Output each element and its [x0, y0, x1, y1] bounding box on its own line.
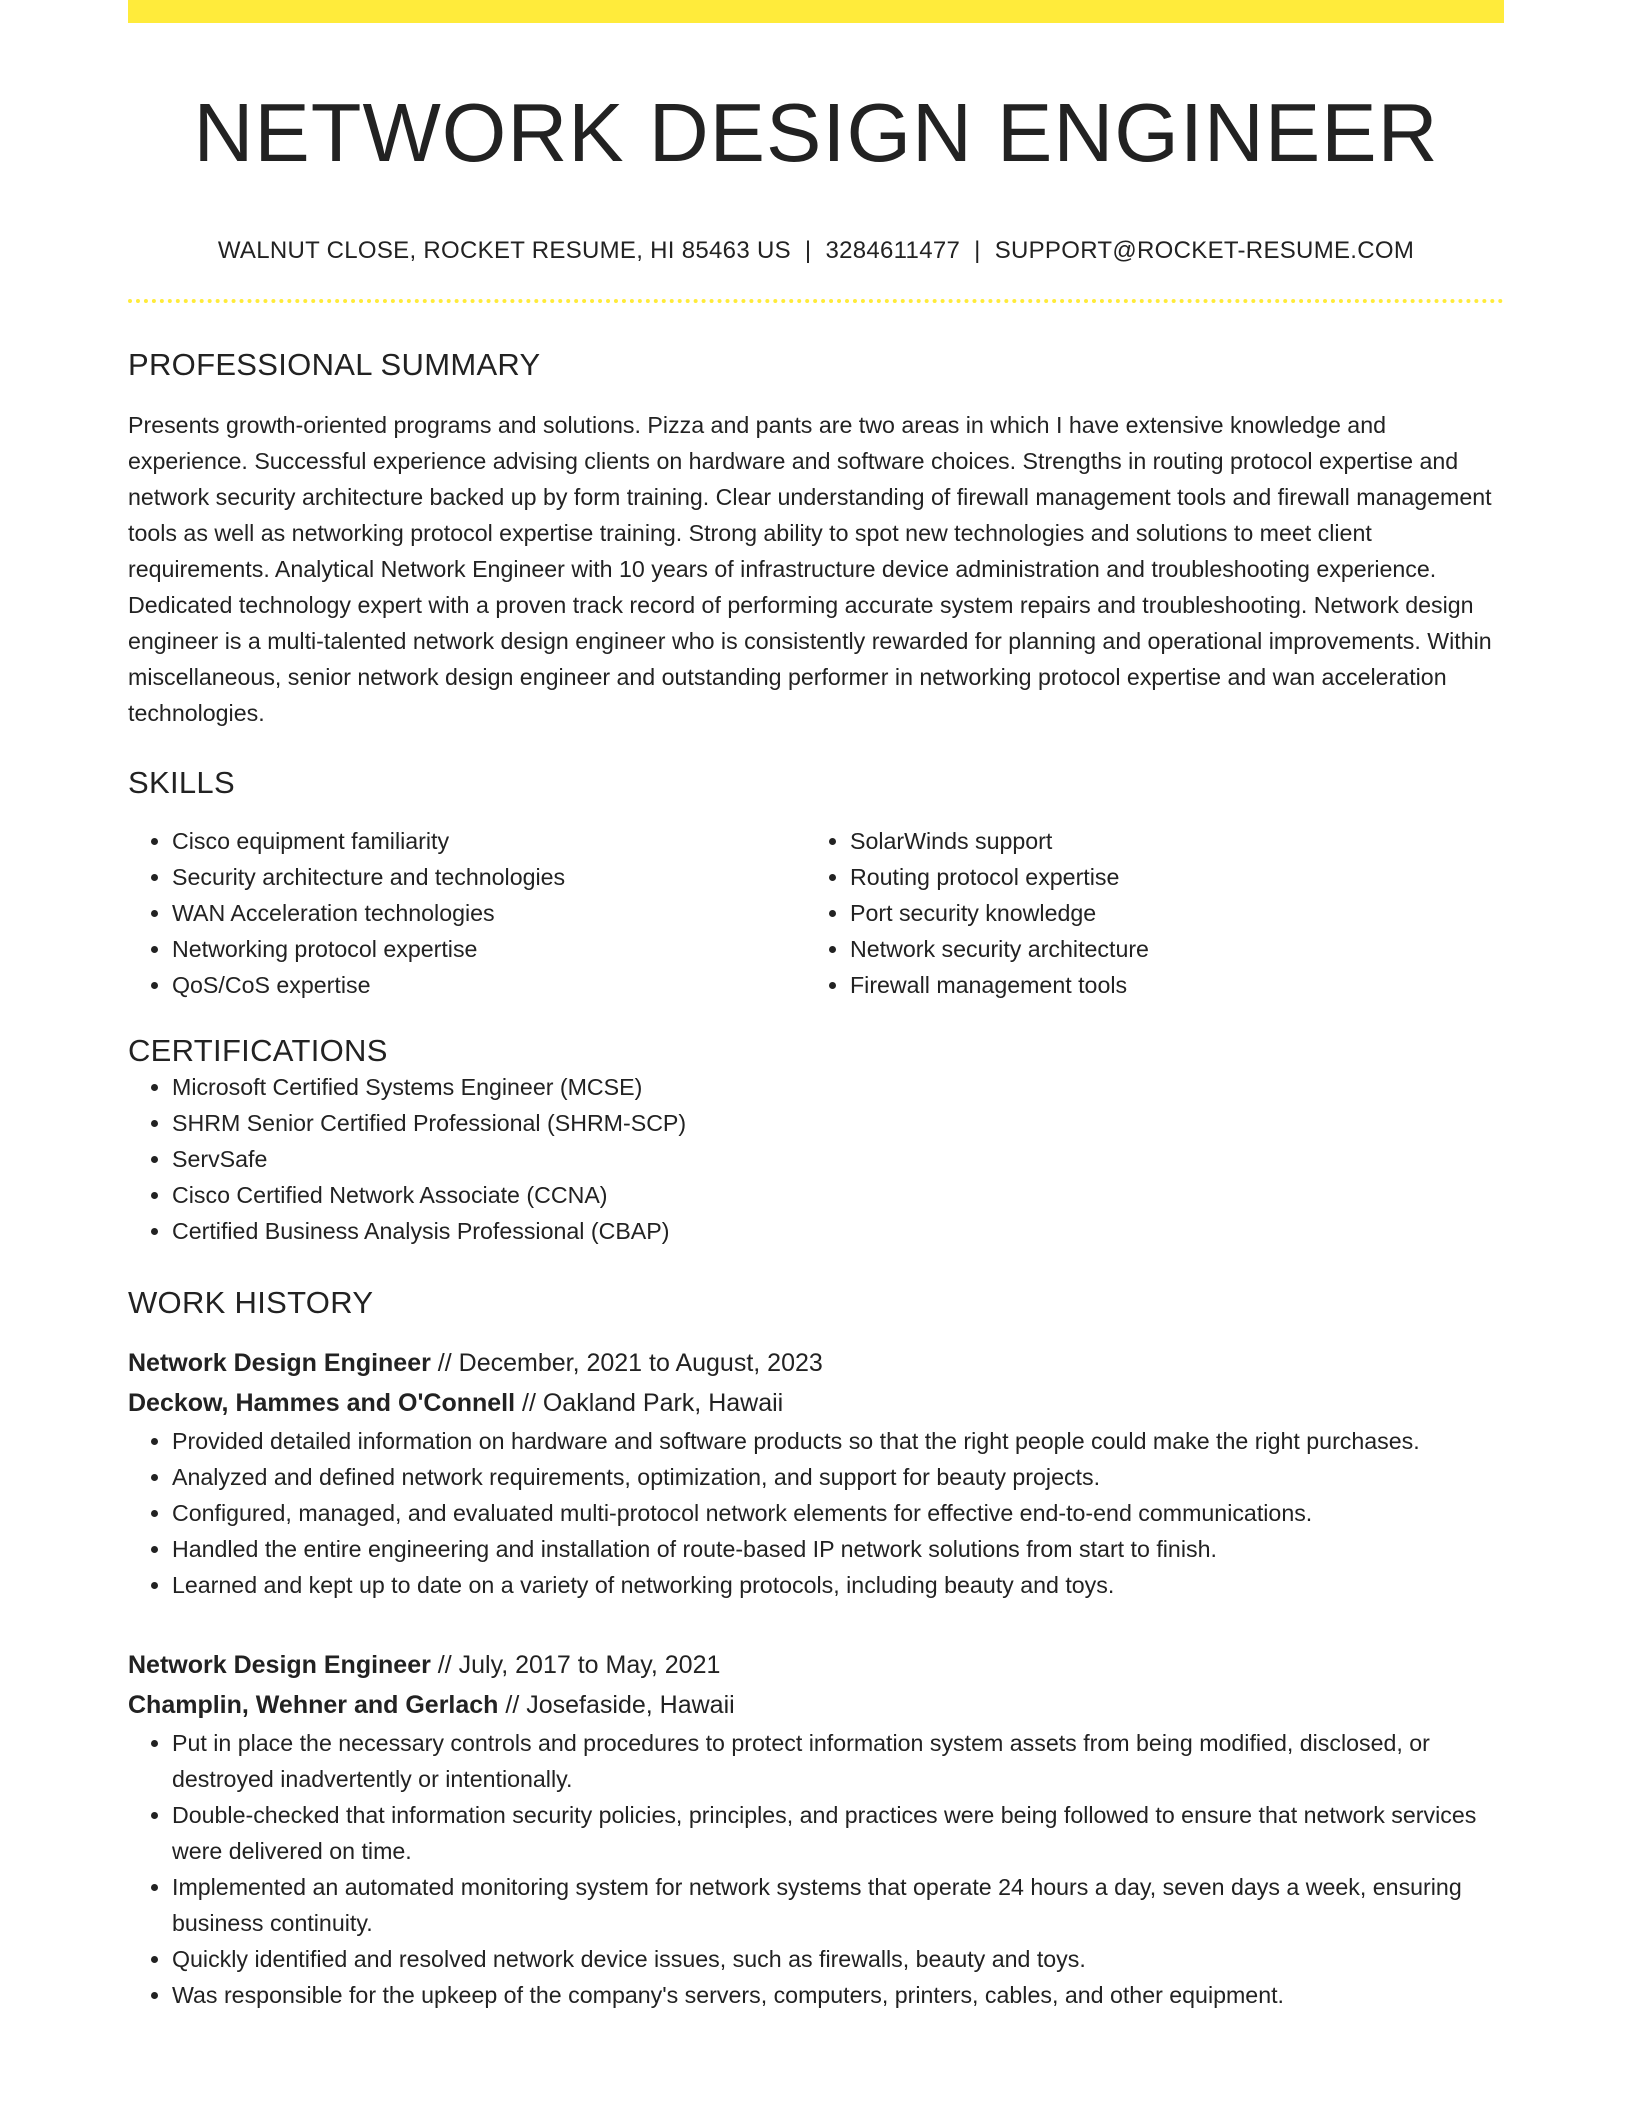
- job-bullet: • Handled the entire engineering and installation of route-based IP network solutions from start to finish.: [172, 1531, 1504, 1567]
- summary-text: Presents growth-oriented programs and solutions. Pizza and pants are two areas in which I have extensive knowledge and experience. Successful experience advising clients on hardware and software choices. Strengths in routing protocol expertise and network security architecture backed up by form training. Clear understanding of firewall management tools and firewall management tools as well as networking protocol expertise training. Strong ability to spot new technologies and solutions to meet client requirements. Analytical Network Engineer with 10 years of infrastructure device administration and troubleshooting experience. Dedicated technology expert with a proven track record of performing accurate system repairs and troubleshooting. Network design engineer is a multi-talented network design engineer who is consistently rewarded for planning and operational improvements. Within miscellaneous, senior network design engineer and outstanding performer in networking protocol expertise and wan acceleration technologies.: [128, 412, 1492, 726]
- resume-page: [128, 0, 1504, 2013]
- job-bullet: • Put in place the necessary controls and procedures to protect information system assets from being modified, disclosed, or destroyed inadvertently or intentionally.: [172, 1725, 1504, 1797]
- job-company: Champlin, Wehner and Gerlach: [128, 1691, 499, 1719]
- skills-left-column: [128, 823, 806, 1003]
- phone: 3284611477: [825, 237, 961, 264]
- job-bullet: • Double-checked that information security policies, principles, and practices were being followed to ensure that network services were delivered on time.: [172, 1797, 1504, 1869]
- job-bullet: • Was responsible for the upkeep of the company's servers, computers, printers, cables, and other equipment.: [172, 1977, 1504, 2013]
- work-history-heading: WORK HISTORY: [128, 1285, 374, 1320]
- job-company-line: [128, 1685, 1504, 1725]
- skill-item: • SolarWinds support: [850, 823, 1484, 859]
- job-role-line: [128, 1645, 1504, 1685]
- certification-item: • Certified Business Analysis Professional (CBAP): [172, 1213, 1504, 1249]
- skill-item: • Port security knowledge: [850, 895, 1484, 931]
- job-location: // Josefaside, Hawaii: [498, 1691, 735, 1719]
- summary-heading: PROFESSIONAL SUMMARY: [128, 347, 541, 382]
- contact-line: [128, 237, 1504, 265]
- job-bullet: • Implemented an automated monitoring system for network systems that operate 24 hours a day, seven days a week, ensuring business continuity.: [172, 1869, 1504, 1941]
- skill-item: • Security architecture and technologies: [172, 859, 806, 895]
- job-dates: // July, 2017 to May, 2021: [430, 1651, 721, 1679]
- address: WALNUT CLOSE, ROCKET RESUME, HI 85463 US: [217, 237, 791, 264]
- job-role-line: [128, 1343, 1504, 1383]
- accent-top-bar: [128, 0, 1504, 23]
- skill-item: • Firewall management tools: [850, 967, 1484, 1003]
- skill-item: • Network security architecture: [850, 931, 1484, 967]
- skills-right-column: [806, 823, 1484, 1003]
- separator: |: [804, 237, 812, 264]
- job-bullet: • Provided detailed information on hardware and software products so that the right people could make the right purchases.: [172, 1423, 1504, 1459]
- certifications-list: [128, 1069, 1504, 1249]
- certification-item: • Microsoft Certified Systems Engineer (MCSE): [172, 1069, 1504, 1105]
- skills-columns: [128, 823, 1504, 1003]
- skill-item: • QoS/CoS expertise: [172, 967, 806, 1003]
- job-location: // Oakland Park, Hawaii: [515, 1389, 784, 1417]
- certification-item: • ServSafe: [172, 1141, 1504, 1177]
- job-company: Deckow, Hammes and O'Connell: [128, 1389, 516, 1417]
- certifications-heading: CERTIFICATIONS: [128, 1033, 388, 1068]
- certification-item: • SHRM Senior Certified Professional (SHRM-SCP): [172, 1105, 1504, 1141]
- skill-item: • WAN Acceleration technologies: [172, 895, 806, 931]
- certification-item: • Cisco Certified Network Associate (CCNA): [172, 1177, 1504, 1213]
- job-entry: [128, 1645, 1504, 2013]
- email: SUPPORT@ROCKET-RESUME.COM: [994, 237, 1415, 264]
- skills-heading: SKILLS: [128, 765, 235, 800]
- job-bullet: • Configured, managed, and evaluated multi-protocol network elements for effective end-to-end communications.: [172, 1495, 1504, 1531]
- job-bullet: • Learned and kept up to date on a variety of networking protocols, including beauty and toys.: [172, 1567, 1504, 1603]
- job-dates: // December, 2021 to August, 2023: [430, 1349, 823, 1377]
- job-role: Network Design Engineer: [128, 1349, 431, 1377]
- dotted-divider: [128, 299, 1504, 303]
- separator: |: [974, 237, 981, 264]
- skill-item: • Cisco equipment familiarity: [172, 823, 806, 859]
- skill-item: • Routing protocol expertise: [850, 859, 1484, 895]
- job-bullets: [128, 1423, 1504, 1603]
- job-company-line: [128, 1383, 1504, 1423]
- job-role: Network Design Engineer: [128, 1651, 431, 1679]
- resume-name: NETWORK DESIGN ENGINEER: [193, 86, 1439, 179]
- job-bullets: [128, 1725, 1504, 2013]
- job-bullet: • Quickly identified and resolved network device issues, such as firewalls, beauty and toys.: [172, 1941, 1504, 1977]
- skill-item: • Networking protocol expertise: [172, 931, 806, 967]
- job-entry: [128, 1343, 1504, 1603]
- job-bullet: • Analyzed and defined network requirements, optimization, and support for beauty projects.: [172, 1459, 1504, 1495]
